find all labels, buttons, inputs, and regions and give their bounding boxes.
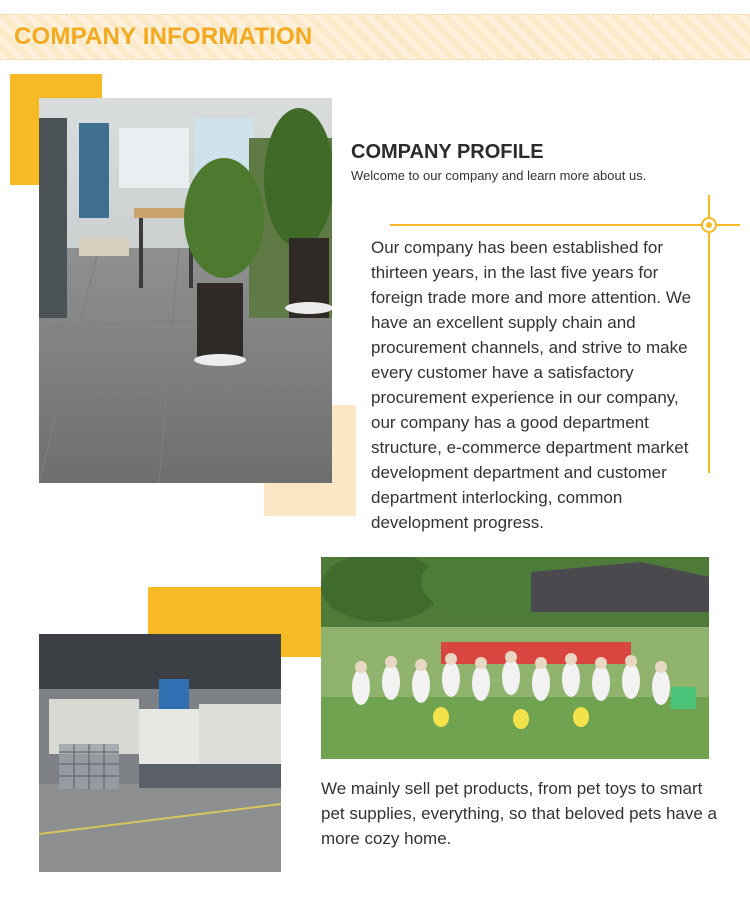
page-title: COMPANY INFORMATION — [14, 23, 313, 50]
products-body: We mainly sell pet products, from pet toys to smart pet supplies, everything, so that beloved pets have a more cozy home. — [321, 779, 717, 848]
profile-title: COMPANY PROFILE — [351, 141, 544, 163]
team-photo — [321, 557, 709, 759]
decorative-line-vertical — [708, 195, 710, 473]
profile-subtitle: Welcome to our company and learn more about us. — [351, 168, 647, 183]
office-photo — [39, 98, 332, 483]
header-banner — [0, 0, 750, 62]
decorative-node-icon — [701, 217, 717, 233]
decorative-line-horizontal — [390, 224, 740, 226]
profile-body: Our company has been established for thirteen years, in the last five years for foreign trade more and more attention. We have an excellent supply chain and procurement channels, and strive to make every customer have a satisfactory procurement experience in our company, our company has a good department structure, e-commerce department market development department and customer department interlocking, common development progress. — [371, 238, 692, 532]
factory-photo — [39, 634, 281, 872]
